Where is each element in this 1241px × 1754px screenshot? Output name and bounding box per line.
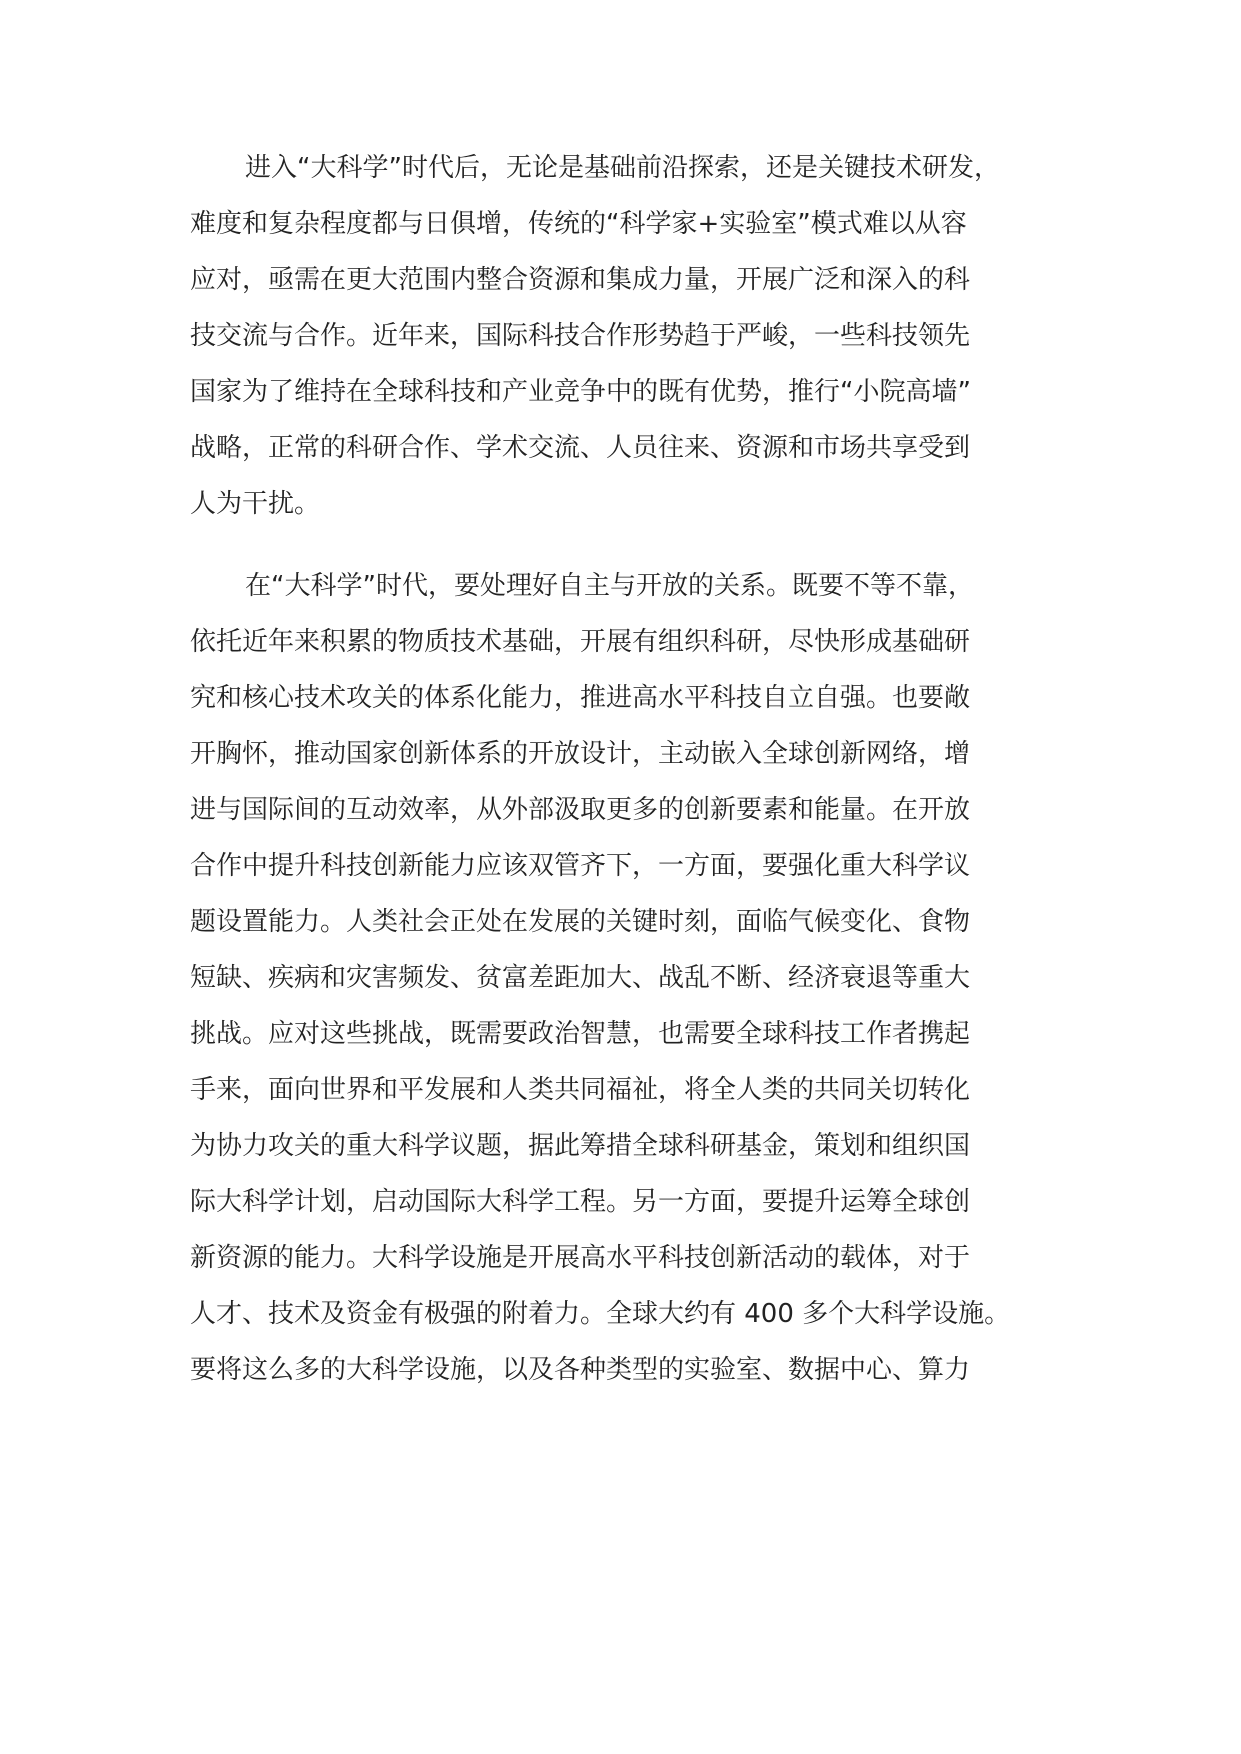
paragraph-line: 挑战。应对这些挑战，既需要政治智慧，也需要全球科技工作者携起 bbox=[190, 1019, 971, 1049]
paragraph-line: 技交流与合作。近年来，国际科技合作形势趋于严峻，一些科技领先 bbox=[190, 321, 971, 351]
paragraph-line: 依托近年来积累的物质技术基础，开展有组织科研，尽快形成基础研 bbox=[190, 627, 971, 657]
paragraph-line: 际大科学计划，启动国际大科学工程。另一方面，要提升运筹全球创 bbox=[190, 1187, 971, 1217]
paragraph-line: 开胸怀，推动国家创新体系的开放设计，主动嵌入全球创新网络，增 bbox=[190, 739, 971, 769]
paragraph-line: 要将这么多的大科学设施，以及各种类型的实验室、数据中心、算力 bbox=[190, 1355, 971, 1385]
paragraph-line: 难度和复杂程度都与日俱增，传统的“科学家+实验室”模式难以从容 bbox=[190, 209, 967, 239]
paragraph-line: 合作中提升科技创新能力应该双管齐下，一方面，要强化重大科学议 bbox=[190, 851, 971, 881]
paragraph-line: 进入“大科学”时代后，无论是基础前沿探索，还是关键技术研发， bbox=[245, 153, 1000, 183]
paragraph-line: 新资源的能力。大科学设施是开展高水平科技创新活动的载体，对于 bbox=[190, 1243, 971, 1273]
paragraph-line: 短缺、疾病和灾害频发、贫富差距加大、战乱不断、经济衰退等重大 bbox=[190, 963, 971, 993]
paragraph-line: 为协力攻关的重大科学议题，据此筹措全球科研基金，策划和组织国 bbox=[190, 1131, 971, 1161]
paragraph-line: 手来，面向世界和平发展和人类共同福祉，将全人类的共同关切转化 bbox=[190, 1075, 971, 1105]
paragraph-line: 进与国际间的互动效率，从外部汲取更多的创新要素和能量。在开放 bbox=[190, 795, 971, 825]
paragraph-line: 国家为了维持在全球科技和产业竞争中的既有优势，推行“小院高墙” bbox=[190, 377, 971, 407]
paragraph-line: 题设置能力。人类社会正处在发展的关键时刻，面临气候变化、食物 bbox=[190, 907, 971, 937]
paragraph-line: 人才、技术及资金有极强的附着力。全球大约有 400 多个大科学设施。 bbox=[190, 1299, 1011, 1329]
paragraph-line: 应对，亟需在更大范围内整合资源和集成力量，开展广泛和深入的科 bbox=[190, 265, 971, 295]
paragraph-line: 人为干扰。 bbox=[190, 489, 321, 519]
paragraph-line: 战略，正常的科研合作、学术交流、人员往来、资源和市场共享受到 bbox=[190, 433, 971, 463]
paragraph-line: 在“大科学”时代，要处理好自主与开放的关系。既要不等不靠， bbox=[245, 571, 974, 601]
paragraph-line: 究和核心技术攻关的体系化能力，推进高水平科技自立自强。也要敞 bbox=[190, 683, 971, 713]
